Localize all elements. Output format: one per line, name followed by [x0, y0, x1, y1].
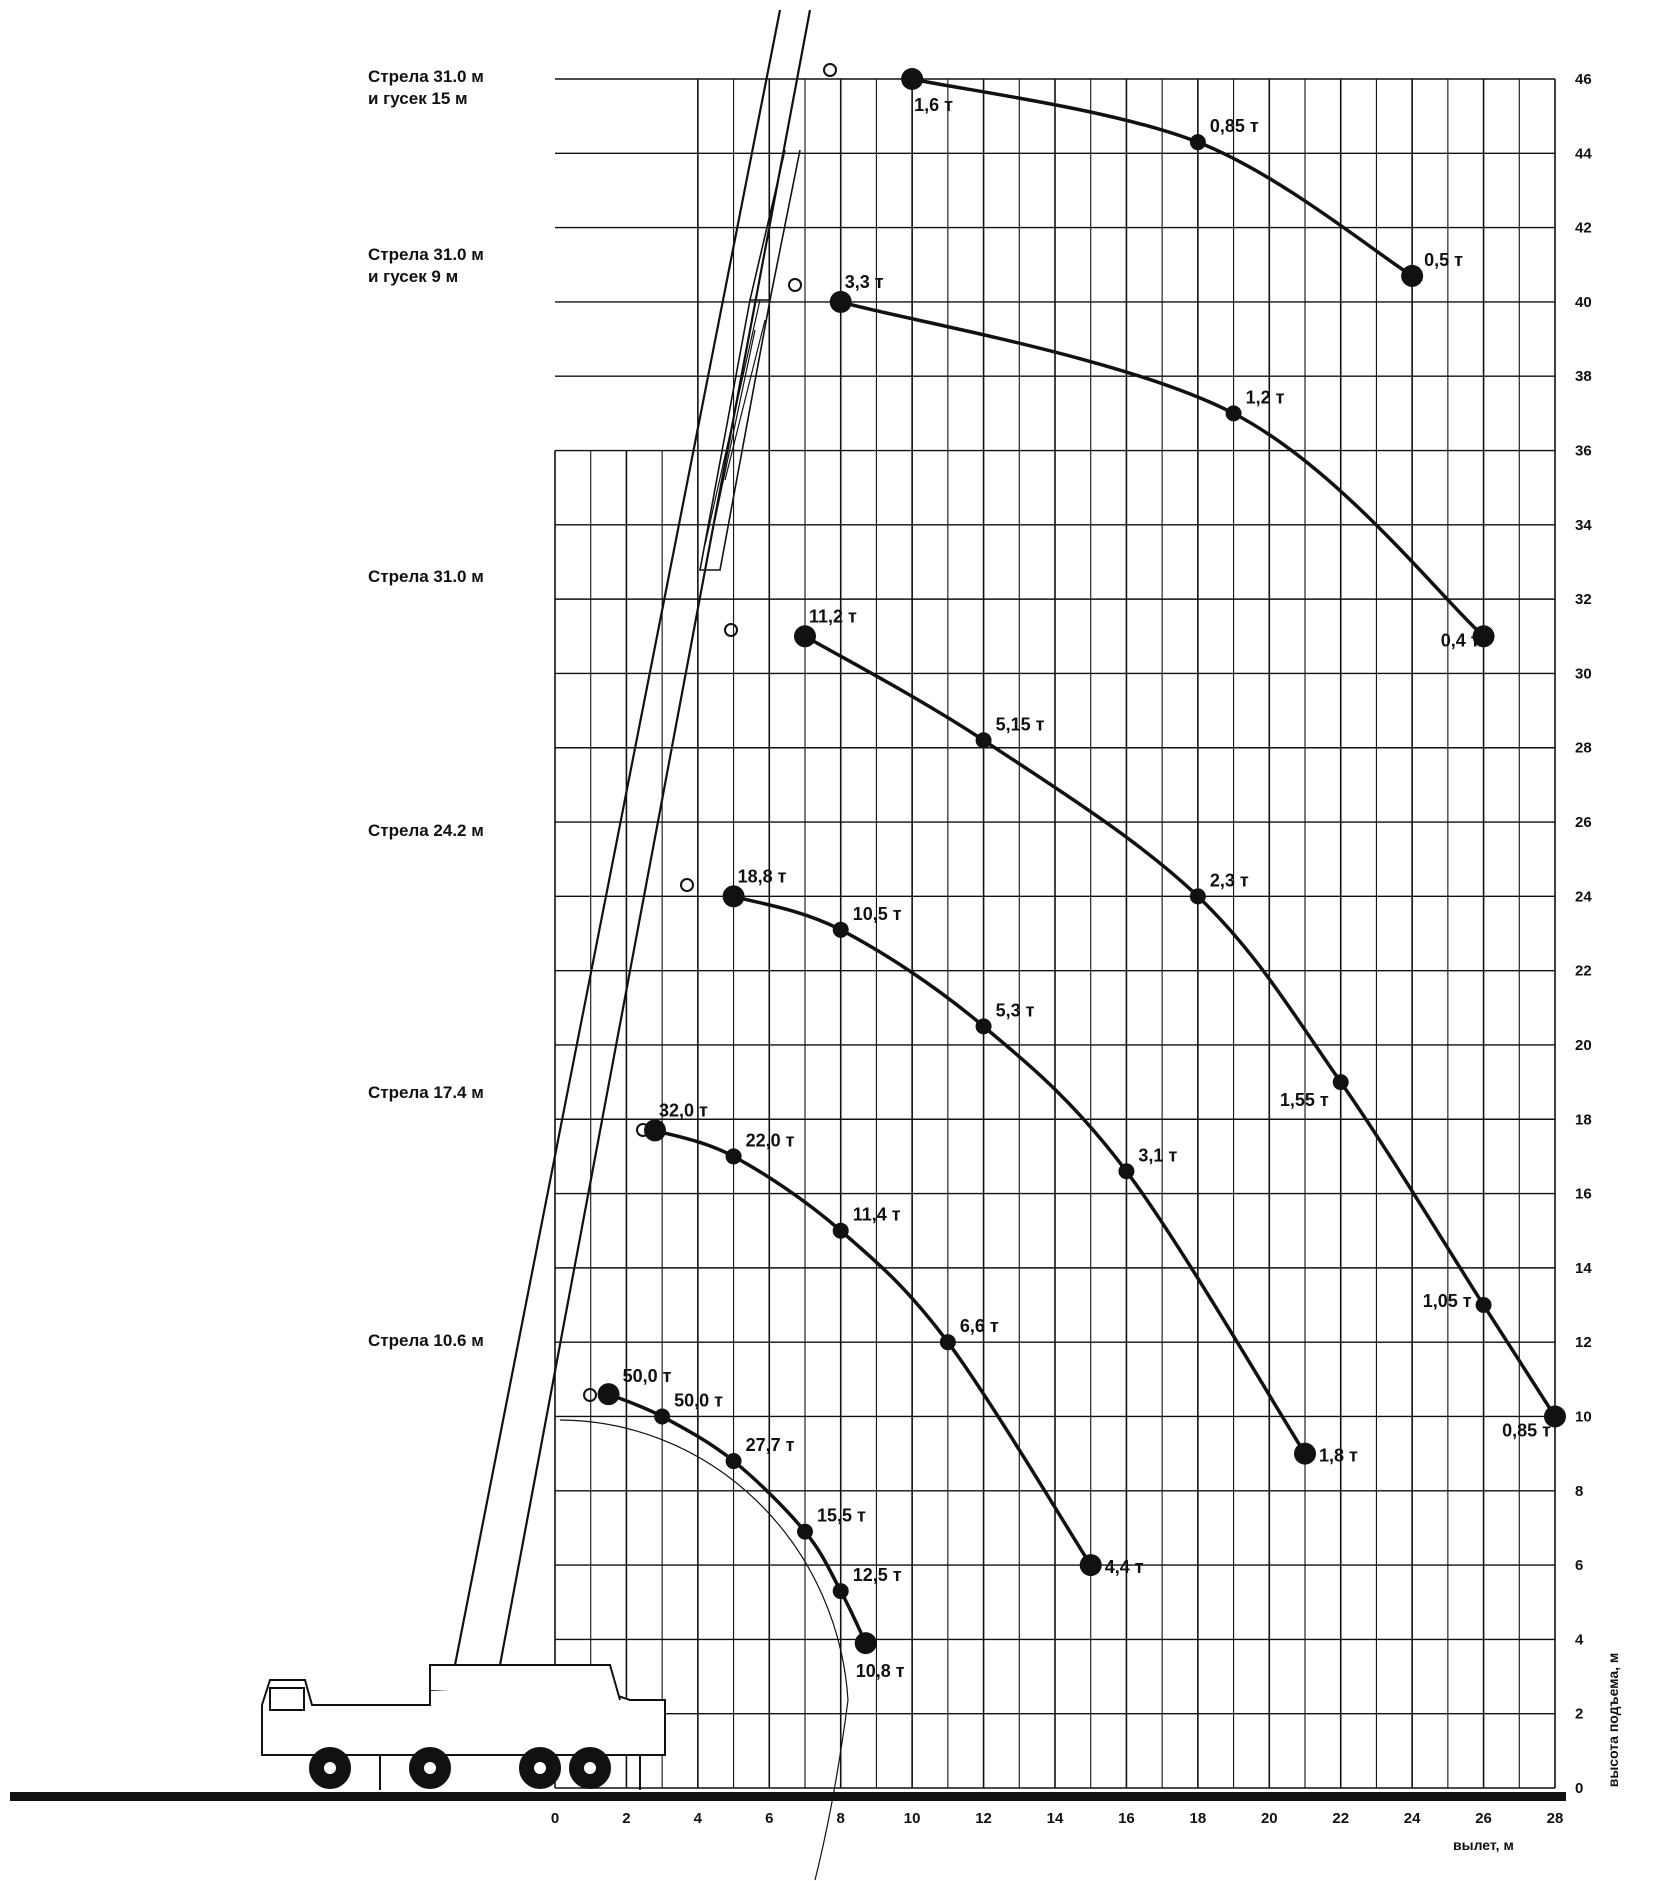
- load-point-label: 12,5 т: [852, 1565, 902, 1586]
- hook-icon: [725, 624, 737, 636]
- x-tick-label: 12: [975, 1810, 992, 1827]
- load-point-label: 27,7 т: [745, 1435, 795, 1456]
- load-point: [830, 291, 852, 313]
- y-tick-label: 14: [1575, 1259, 1592, 1277]
- load-point-label: 10,5 т: [852, 903, 902, 924]
- load-point: [1190, 134, 1206, 150]
- load-point-label: 5,15 т: [995, 714, 1045, 735]
- boom-label-line1: Стрела 24.2 м: [368, 821, 484, 840]
- hook-icon: [789, 279, 801, 291]
- x-tick-label: 28: [1546, 1810, 1564, 1827]
- y-tick-label: 4: [1575, 1631, 1584, 1649]
- x-tick-label: 20: [1260, 1810, 1278, 1827]
- load-point-label: 0,85 т: [1209, 116, 1259, 137]
- load-point-label: 10,8 т: [855, 1661, 905, 1682]
- load-point: [1476, 1297, 1492, 1313]
- boom-label-line1: Стрела 17.4 м: [368, 1083, 484, 1102]
- load-point: [833, 922, 849, 938]
- load-point: [723, 885, 745, 907]
- boom-label-line2: и гусек 9 м: [368, 267, 459, 286]
- load-point: [901, 68, 923, 90]
- boom-label-line1: Стрела 31.0 м: [368, 67, 484, 86]
- x-tick-label: 24: [1403, 1810, 1421, 1827]
- load-point-label: 5,3 т: [995, 1000, 1035, 1021]
- y-tick-label: 16: [1575, 1185, 1592, 1203]
- load-point-label: 50,0 т: [622, 1366, 672, 1387]
- load-point: [726, 1148, 742, 1164]
- load-point: [797, 1524, 813, 1540]
- y-tick-label: 38: [1575, 368, 1592, 386]
- y-tick-label: 46: [1575, 71, 1592, 88]
- load-point-label: 22,0 т: [745, 1130, 795, 1151]
- y-axis-ticks: [1575, 71, 1592, 1797]
- working-zone-arc-lower: [815, 1700, 848, 1880]
- load-point-label: 2,3 т: [1209, 870, 1249, 891]
- load-point-label: 11,4 т: [852, 1204, 901, 1225]
- y-tick-label: 30: [1575, 665, 1592, 683]
- y-tick-label: 12: [1575, 1334, 1592, 1352]
- load-point: [654, 1408, 670, 1424]
- load-point-label: 0,4 т: [1440, 630, 1480, 651]
- load-point-label: 1,55 т: [1279, 1090, 1329, 1111]
- y-tick-label: 42: [1575, 219, 1592, 237]
- y-tick-label: 2: [1575, 1705, 1584, 1723]
- boom-label-line2: и гусек 15 м: [368, 89, 468, 108]
- x-tick-label: 16: [1118, 1810, 1135, 1827]
- chart-grid: [555, 79, 1555, 1788]
- y-tick-label: 24: [1575, 888, 1592, 906]
- load-point: [1401, 265, 1423, 287]
- x-tick-label: 22: [1332, 1810, 1350, 1827]
- hook-icon: [584, 1389, 596, 1401]
- y-tick-label: 36: [1575, 442, 1592, 460]
- load-point: [1294, 1443, 1316, 1465]
- load-point-label: 50,0 т: [674, 1390, 724, 1411]
- x-tick-label: 14: [1046, 1810, 1064, 1827]
- hook-icon: [824, 64, 836, 76]
- y-tick-label: 22: [1575, 962, 1592, 980]
- load-point: [726, 1453, 742, 1469]
- x-tick-label: 26: [1475, 1810, 1492, 1827]
- x-tick-label: 6: [765, 1810, 774, 1827]
- load-curve: [655, 1130, 1091, 1565]
- y-axis-title: высота подъема, м: [1605, 1652, 1621, 1788]
- ground-line: [10, 1792, 1566, 1801]
- y-tick-label: 26: [1575, 814, 1592, 832]
- boom-label-line1: Стрела 10.6 м: [368, 1331, 484, 1350]
- load-point-label: 1,2 т: [1245, 387, 1285, 408]
- load-point-label: 11,2 т: [809, 606, 857, 627]
- y-tick-label: 28: [1575, 739, 1592, 757]
- load-point-label: 18,8 т: [737, 866, 787, 887]
- load-point: [833, 1583, 849, 1599]
- x-tick-label: 8: [836, 1810, 845, 1827]
- y-tick-label: 44: [1575, 145, 1592, 163]
- y-tick-label: 6: [1575, 1557, 1584, 1575]
- load-point: [855, 1632, 877, 1654]
- load-point: [1226, 405, 1242, 421]
- load-point-label: 0,85 т: [1502, 1420, 1551, 1441]
- hook-icon: [681, 879, 693, 891]
- y-tick-label: 32: [1575, 591, 1592, 609]
- x-tick-label: 10: [903, 1810, 921, 1827]
- x-tick-label: 18: [1189, 1810, 1207, 1827]
- load-point: [1118, 1163, 1134, 1179]
- load-points: [598, 68, 1566, 1681]
- x-tick-label: 0: [550, 1810, 560, 1827]
- load-point-label: 0,5 т: [1424, 249, 1463, 270]
- load-point-label: 1,8 т: [1319, 1445, 1358, 1466]
- y-tick-label: 40: [1575, 293, 1592, 311]
- boom-label-line1: Стрела 31.0 м: [368, 567, 484, 586]
- load-point: [1333, 1074, 1349, 1090]
- load-point-label: 3,3 т: [844, 271, 884, 292]
- load-point-label: 3,1 т: [1138, 1145, 1178, 1166]
- load-point: [976, 732, 992, 748]
- y-tick-label: 0: [1575, 1780, 1584, 1797]
- load-point-label: 4,4 т: [1104, 1557, 1144, 1578]
- load-point-label: 1,05 т: [1422, 1291, 1472, 1312]
- y-tick-label: 10: [1575, 1408, 1592, 1426]
- x-tick-label: 2: [622, 1810, 631, 1827]
- load-point: [1190, 888, 1206, 904]
- load-point: [833, 1223, 849, 1239]
- y-tick-label: 18: [1575, 1111, 1592, 1129]
- x-tick-label: 4: [693, 1810, 703, 1827]
- boom-label-line1: Стрела 31.0 м: [368, 245, 484, 264]
- load-point: [1080, 1554, 1102, 1576]
- load-point: [794, 625, 816, 647]
- y-tick-label: 34: [1575, 516, 1592, 534]
- x-axis-ticks: [551, 1810, 1564, 1827]
- y-tick-label: 20: [1575, 1036, 1592, 1054]
- load-point-label: 32,0 т: [659, 1100, 708, 1121]
- load-point: [940, 1334, 956, 1350]
- load-point-label: 6,6 т: [959, 1316, 999, 1337]
- load-point-label: 15,5 т: [817, 1505, 866, 1526]
- load-curves: [609, 79, 1555, 1643]
- x-axis-title: вылет, м: [1453, 1837, 1514, 1853]
- load-point: [644, 1119, 666, 1141]
- load-point-label: 1,6 т: [914, 95, 953, 115]
- load-point: [976, 1018, 992, 1034]
- load-point: [598, 1383, 620, 1405]
- y-tick-label: 8: [1575, 1482, 1584, 1500]
